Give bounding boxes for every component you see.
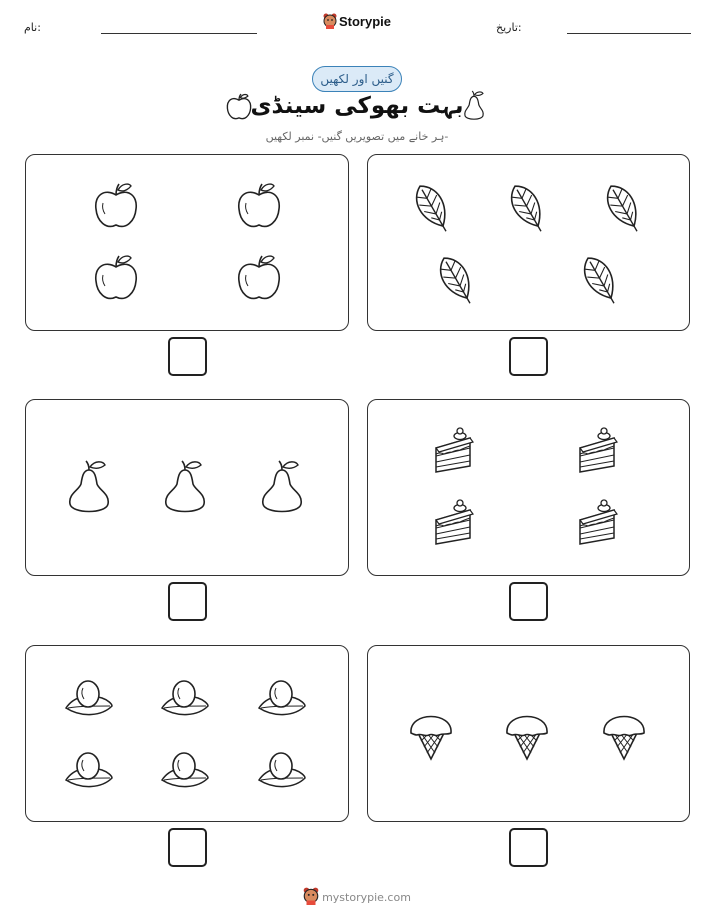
brand-name: Storypie [338,14,391,29]
apple-icon [239,184,279,226]
apple-icon [96,184,136,226]
footer [0,887,714,905]
bear-icon [323,13,337,29]
answer-box-leaves[interactable] [509,337,548,376]
plum-icon [162,681,208,715]
pear-icon [263,461,301,512]
ice-cream-icon [507,717,547,760]
apple-icon [96,256,136,298]
counting-box-leaves [367,154,690,331]
answer-box-cakes[interactable] [509,582,548,621]
answer-box-ice-creams[interactable] [509,828,548,867]
plum-icon [162,753,208,787]
apple-icon [239,256,279,298]
answer-box-pears[interactable] [168,582,207,621]
bear-icon [303,887,319,905]
page-title: بہت بھوکی سینڈی [250,93,464,119]
plum-icon [66,681,112,715]
cake-slice-icon [436,428,473,472]
instruction-badge: گنیں اور لکھیں [312,66,402,92]
plum-icon [259,681,305,715]
pear-icon [166,461,204,512]
pear-icon [462,90,486,122]
instructions-text: ہر خانے میں تصویریں گنیں- نمبر لکھیں- [265,130,449,143]
cake-slice-icon [436,500,473,544]
counting-box-plums [25,645,349,822]
counting-box-ice-creams [367,645,690,822]
ice-cream-icon [411,717,451,760]
leaf-icon [505,180,552,237]
name-line[interactable] [101,33,257,34]
counting-box-apples [25,154,349,331]
name-label: نام: [24,21,41,34]
counting-box-cakes [367,399,690,576]
answer-box-apples[interactable] [168,337,207,376]
date-line[interactable] [567,33,691,34]
plum-icon [66,753,112,787]
leaf-icon [601,180,648,237]
ice-cream-icon [604,717,644,760]
brand-logo [0,13,714,29]
pear-icon [70,461,108,512]
date-label: تاریخ: [496,21,522,34]
cake-slice-icon [580,428,617,472]
plum-icon [259,753,305,787]
answer-box-plums[interactable] [168,828,207,867]
cake-slice-icon [580,500,617,544]
counting-box-pears [25,399,349,576]
leaf-icon [434,252,481,309]
leaf-icon [410,180,457,237]
leaf-icon [578,252,625,309]
footer-url[interactable]: mystorypie.com [322,891,411,904]
